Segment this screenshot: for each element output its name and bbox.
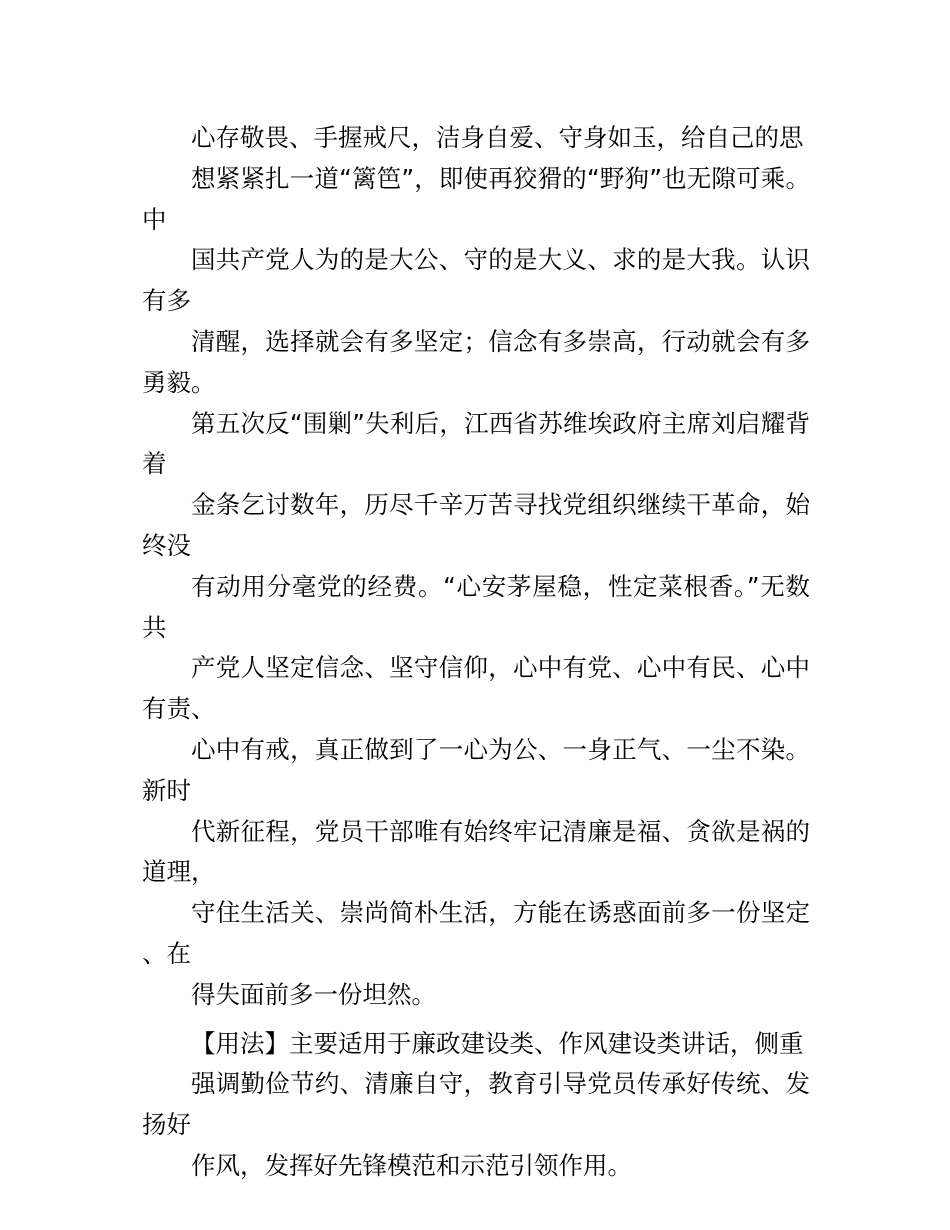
text-line: 心中有戒，真正做到了一心为公、一身正气、一尘不染。新时 [142,734,810,805]
text-line: 第五次反“围剿”失利后，江西省苏维埃政府主席刘启耀背着 [142,408,810,479]
text-line: 金条乞讨数年，历尽千辛万苦寻找党组织继续干革命，始终没 [142,490,810,560]
document-body [142,118,810,1187]
body-paragraph-1 [142,118,810,1016]
text-line: 产党人坚定信念、坚守信仰，心中有党、心中有民、心中有责、 [142,653,810,724]
text-line: 得失面前多一份坦然。 [191,979,436,1009]
text-line: 清醒，选择就会有多坚定；信念有多崇高，行动就会有多勇毅。 [142,326,810,397]
text-line: 想紧紧扎一道“篱笆”，即使再狡猾的“野狗”也无隙可乘。中 [142,163,810,234]
text-line: 有动用分毫党的经费。“心安茅屋稳，性定菜根香。”无数共 [142,571,810,642]
text-line: 强调勤俭节约、清廉自守，教育引导党员传承好传统、发扬好 [142,1069,810,1140]
usage-paragraph [142,1024,810,1187]
text-line: 心存敬畏、手握戒尺，洁身自爱、守身如玉，给自己的思 [191,123,804,152]
text-line: 守住生活关、崇尚简朴生活，方能在诱惑面前多一份坚定、在 [142,898,810,968]
text-line: 【用法】主要适用于廉政建设类、作风建设类讲话，侧重 [191,1028,804,1058]
text-line: 代新征程，党员干部唯有始终牢记清廉是福、贪欲是祸的道理， [142,816,810,887]
text-line: 国共产党人为的是大公、守的是大义、求的是大我。认识有多 [142,245,810,316]
text-line: 作风，发挥好先锋模范和示范引领作用。 [191,1150,632,1180]
